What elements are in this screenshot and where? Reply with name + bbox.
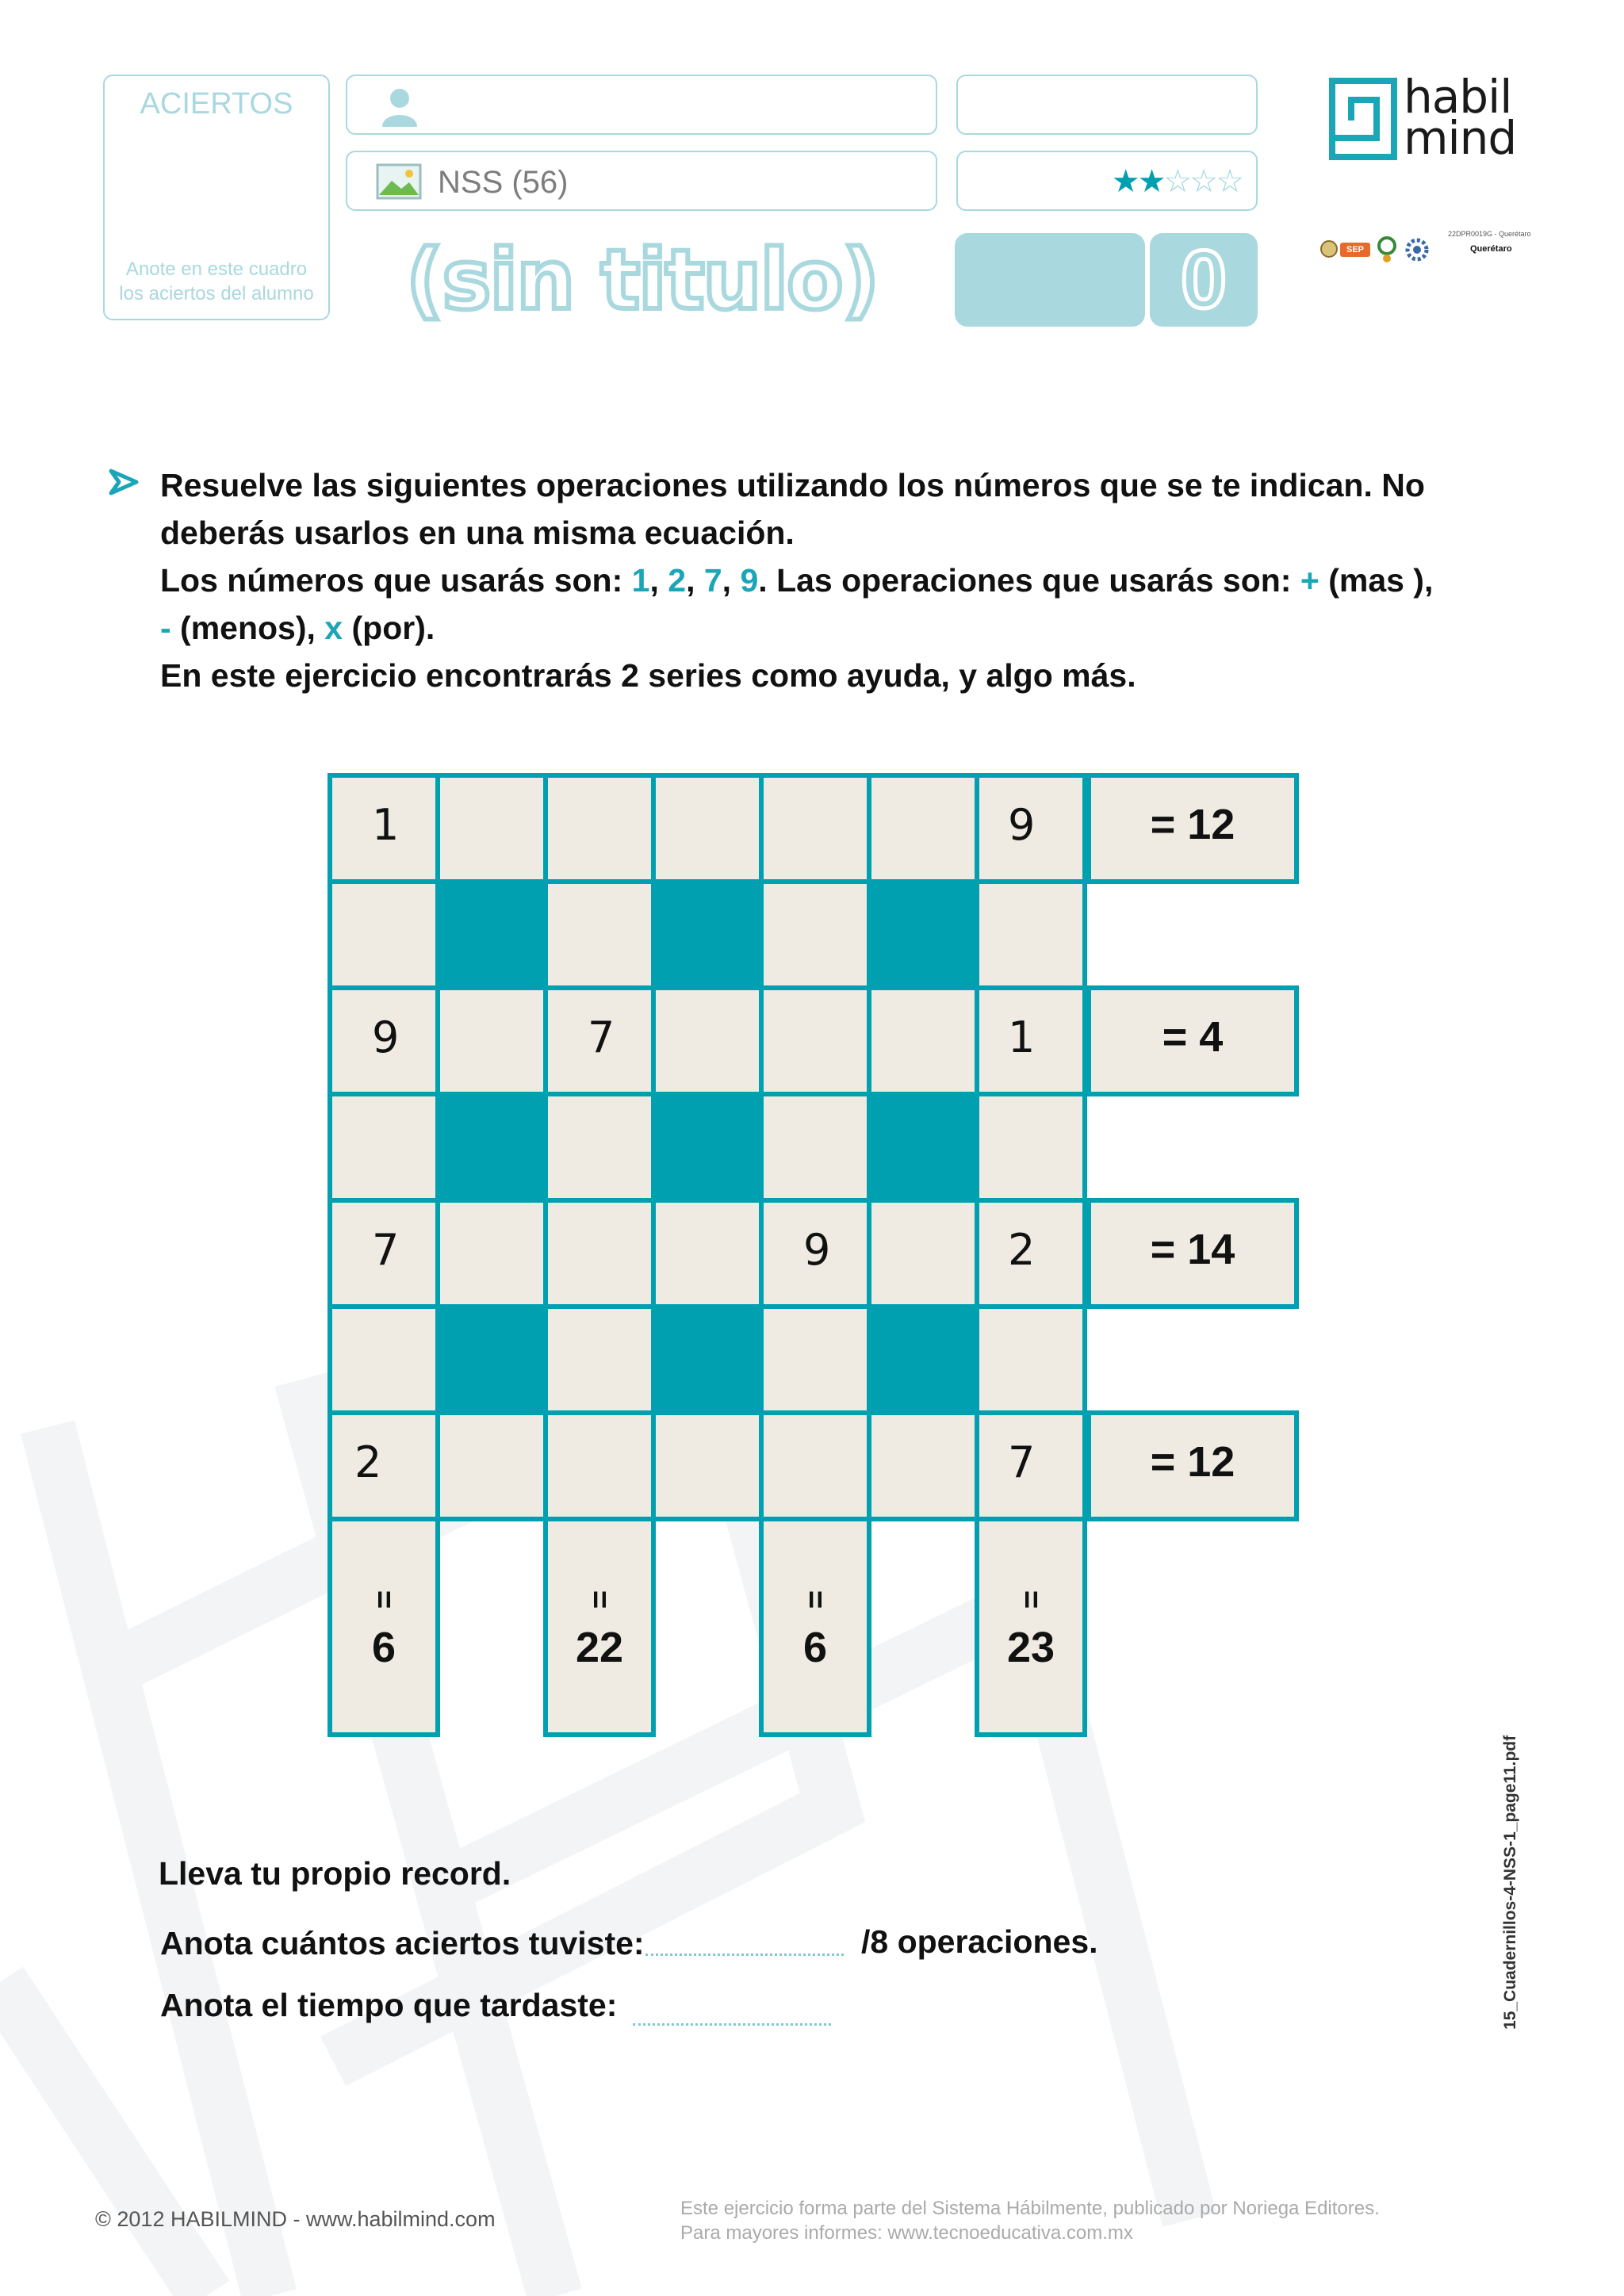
nss-field[interactable] — [346, 151, 937, 211]
operations-prefix: . Las operaciones que usarás son: — [758, 562, 1300, 599]
blocked-cell — [656, 884, 759, 985]
grid-cell[interactable] — [656, 1203, 759, 1304]
grid-cell[interactable] — [656, 990, 759, 1092]
row-result: = 12 — [1150, 1438, 1235, 1486]
grid-cell[interactable] — [764, 1415, 867, 1517]
grid-cell[interactable] — [979, 1203, 1082, 1304]
blocked-cell — [871, 884, 975, 985]
student-name-field[interactable] — [346, 75, 937, 135]
column-result-box — [975, 1517, 1087, 1737]
row-result: = 4 — [1162, 1013, 1224, 1061]
score-box — [1150, 233, 1258, 327]
instructions-line1: Resuelve las siguientes operaciones utilizando los números que se te indican. No deberás usarlos en una misma ecuación. — [160, 467, 1425, 551]
institution-icon — [1377, 236, 1397, 263]
cell-value: 1 — [1008, 1012, 1036, 1062]
row-result-box — [1086, 1198, 1299, 1309]
grid-cell[interactable] — [979, 1415, 1082, 1517]
op-minus: - — [160, 610, 171, 646]
grid-cell[interactable] — [979, 1309, 1082, 1410]
op-minus-label: (menos), — [170, 610, 325, 646]
number-4: 9 — [740, 562, 759, 599]
aciertos-box — [103, 75, 330, 320]
blocked-cell — [871, 1309, 975, 1410]
record-title: Lleva tu propio record. — [159, 1855, 511, 1892]
stars-filled: ★★ — [1111, 163, 1164, 200]
stars-empty: ☆☆☆ — [1163, 163, 1242, 200]
star-rating — [1112, 163, 1242, 200]
grid-cell[interactable] — [548, 990, 651, 1092]
blocked-cell — [440, 884, 543, 985]
grid-cell[interactable] — [440, 1415, 543, 1517]
grid-cell[interactable] — [979, 778, 1082, 879]
grid-cell[interactable] — [548, 884, 651, 985]
aciertos-hint-line2: los aciertos del alumno — [119, 283, 314, 304]
number-2: 2 — [668, 562, 687, 599]
grid-cell[interactable] — [764, 1203, 867, 1304]
column-equals: = — [1013, 1590, 1049, 1609]
grid-cell[interactable] — [548, 1096, 651, 1198]
grid-cell[interactable] — [332, 990, 435, 1092]
time-box — [955, 233, 1145, 327]
op-times: x — [324, 610, 343, 646]
grid-cell[interactable] — [871, 1415, 975, 1517]
grid-cell[interactable] — [764, 1096, 867, 1198]
aciertos-hint-line1: Anote en este cuadro — [125, 258, 308, 280]
cell-value: 2 — [1008, 1225, 1036, 1275]
column-result-box — [759, 1517, 871, 1737]
grid-cell[interactable] — [871, 1203, 975, 1304]
grid-cell[interactable] — [979, 884, 1082, 985]
cell-value: 2 — [354, 1437, 382, 1487]
column-result-box — [543, 1517, 656, 1737]
grid-cell[interactable] — [548, 778, 651, 879]
grid-cell[interactable] — [440, 990, 543, 1092]
grid-cell[interactable] — [764, 884, 867, 985]
row-result-box — [1086, 985, 1299, 1096]
instructions — [160, 461, 1556, 699]
row-result-box — [1086, 1410, 1299, 1521]
grid-cell[interactable] — [979, 1096, 1082, 1198]
cell-value: 7 — [588, 1012, 615, 1062]
number-3: 7 — [703, 562, 722, 599]
aciertos-suffix: /8 operaciones. — [861, 1923, 1098, 1960]
grid-cell[interactable] — [656, 778, 759, 879]
aciertos-hint — [105, 257, 328, 306]
aciertos-title: ACIERTOS — [140, 87, 293, 121]
numbers-prefix: Los números que usarás son: — [160, 562, 632, 599]
grid-cell[interactable] — [332, 778, 435, 879]
footer-note-line2: Para mayores informes: www.tecnoeducativa.com.mx — [680, 2222, 1133, 2244]
file-name: 15_Cuadernillos-4-NSS-1_page11.pdf — [1501, 1735, 1519, 2030]
logo-line1: habil — [1404, 70, 1512, 124]
row-result-box — [1086, 773, 1299, 884]
grid-cell[interactable] — [332, 884, 435, 985]
column-result: 6 — [371, 1624, 396, 1671]
sep-badge: SEP — [1340, 243, 1370, 257]
image-icon — [376, 163, 422, 200]
grid-cell[interactable] — [332, 1309, 435, 1410]
grid-cell[interactable] — [656, 1415, 759, 1517]
cell-value: 7 — [372, 1225, 400, 1275]
user-icon — [377, 84, 422, 128]
row-result: = 12 — [1150, 801, 1235, 848]
instructions-line3 — [160, 604, 1556, 652]
score-value: 0 — [1181, 234, 1227, 326]
tiempo-label: Anota el tiempo que tardaste: — [160, 1987, 618, 2023]
grid-cell[interactable] — [548, 1309, 651, 1410]
cell-value: 7 — [1008, 1437, 1036, 1487]
arrow-bullet-icon — [108, 468, 140, 496]
nss-label: NSS (56) — [438, 165, 569, 200]
op-plus-label: (mas ), — [1319, 562, 1434, 599]
grid-cell[interactable] — [548, 1203, 651, 1304]
grid-cell[interactable] — [440, 778, 543, 879]
habilmind-logo-icon — [1329, 78, 1397, 160]
op-times-label: (por). — [343, 610, 435, 646]
cell-value: 9 — [1008, 800, 1036, 850]
instructions-line2: Los números que usarás son: 1, 2, 7, 9. Las operaciones que usarás son: + (mas ), — [160, 562, 1434, 599]
column-result: 6 — [802, 1624, 828, 1671]
grid-cell[interactable] — [548, 1415, 651, 1517]
grid-cell[interactable] — [871, 990, 975, 1092]
grid-cell[interactable] — [332, 1203, 435, 1304]
column-equals: = — [366, 1590, 402, 1609]
date-field[interactable] — [956, 75, 1258, 135]
blocked-cell — [440, 1309, 543, 1410]
city-label: Querétaro — [1470, 244, 1512, 254]
footer-note-line1: Este ejercicio forma parte del Sistema Hábilmente, publicado por Noriega Editores. — [680, 2198, 1380, 2219]
cell-value: 1 — [372, 800, 400, 850]
grid-cell[interactable] — [871, 778, 975, 879]
cell-value: 9 — [372, 1012, 400, 1062]
op-plus: + — [1300, 562, 1320, 599]
blocked-cell — [656, 1309, 759, 1410]
habilmind-logo-text — [1404, 70, 1517, 165]
logo-line2: mind — [1404, 111, 1517, 165]
aciertos-answer-line[interactable] — [645, 1954, 844, 1956]
grid-cell[interactable] — [332, 1096, 435, 1198]
grid-cell[interactable] — [764, 990, 867, 1092]
aciertos-label: Anota cuántos aciertos tuviste: — [160, 1925, 645, 1961]
copyright: © 2012 HABILMIND - www.habilmind.com — [95, 2207, 496, 2231]
school-code: 22DPR0019G - Querétaro — [1448, 230, 1531, 238]
difficulty-stars — [956, 151, 1258, 211]
mexico-shield-icon — [1320, 239, 1339, 258]
gear-seal-icon — [1405, 238, 1429, 262]
grid-cell[interactable] — [764, 778, 867, 879]
grid-cell[interactable] — [332, 1415, 435, 1517]
instructions-line4: En este ejercicio encontrarás 2 series como ayuda, y algo más. — [160, 657, 1136, 694]
grid-cell[interactable] — [764, 1309, 867, 1410]
tiempo-answer-line[interactable] — [633, 2023, 831, 2026]
blocked-cell — [656, 1096, 759, 1198]
column-equals: = — [582, 1590, 618, 1609]
grid-cell[interactable] — [979, 990, 1082, 1092]
cell-value: 9 — [803, 1225, 831, 1275]
worksheet-title: (sin titulo) — [406, 232, 879, 328]
footer-note — [680, 2196, 1380, 2245]
grid-cell[interactable] — [440, 1203, 543, 1304]
column-equals: = — [798, 1590, 833, 1609]
column-result: 22 — [575, 1624, 624, 1671]
blocked-cell — [440, 1096, 543, 1198]
number-1: 1 — [631, 562, 650, 599]
column-result-box — [327, 1517, 440, 1737]
row-result: = 14 — [1150, 1226, 1235, 1273]
column-result: 23 — [1006, 1624, 1055, 1671]
blocked-cell — [871, 1096, 975, 1198]
